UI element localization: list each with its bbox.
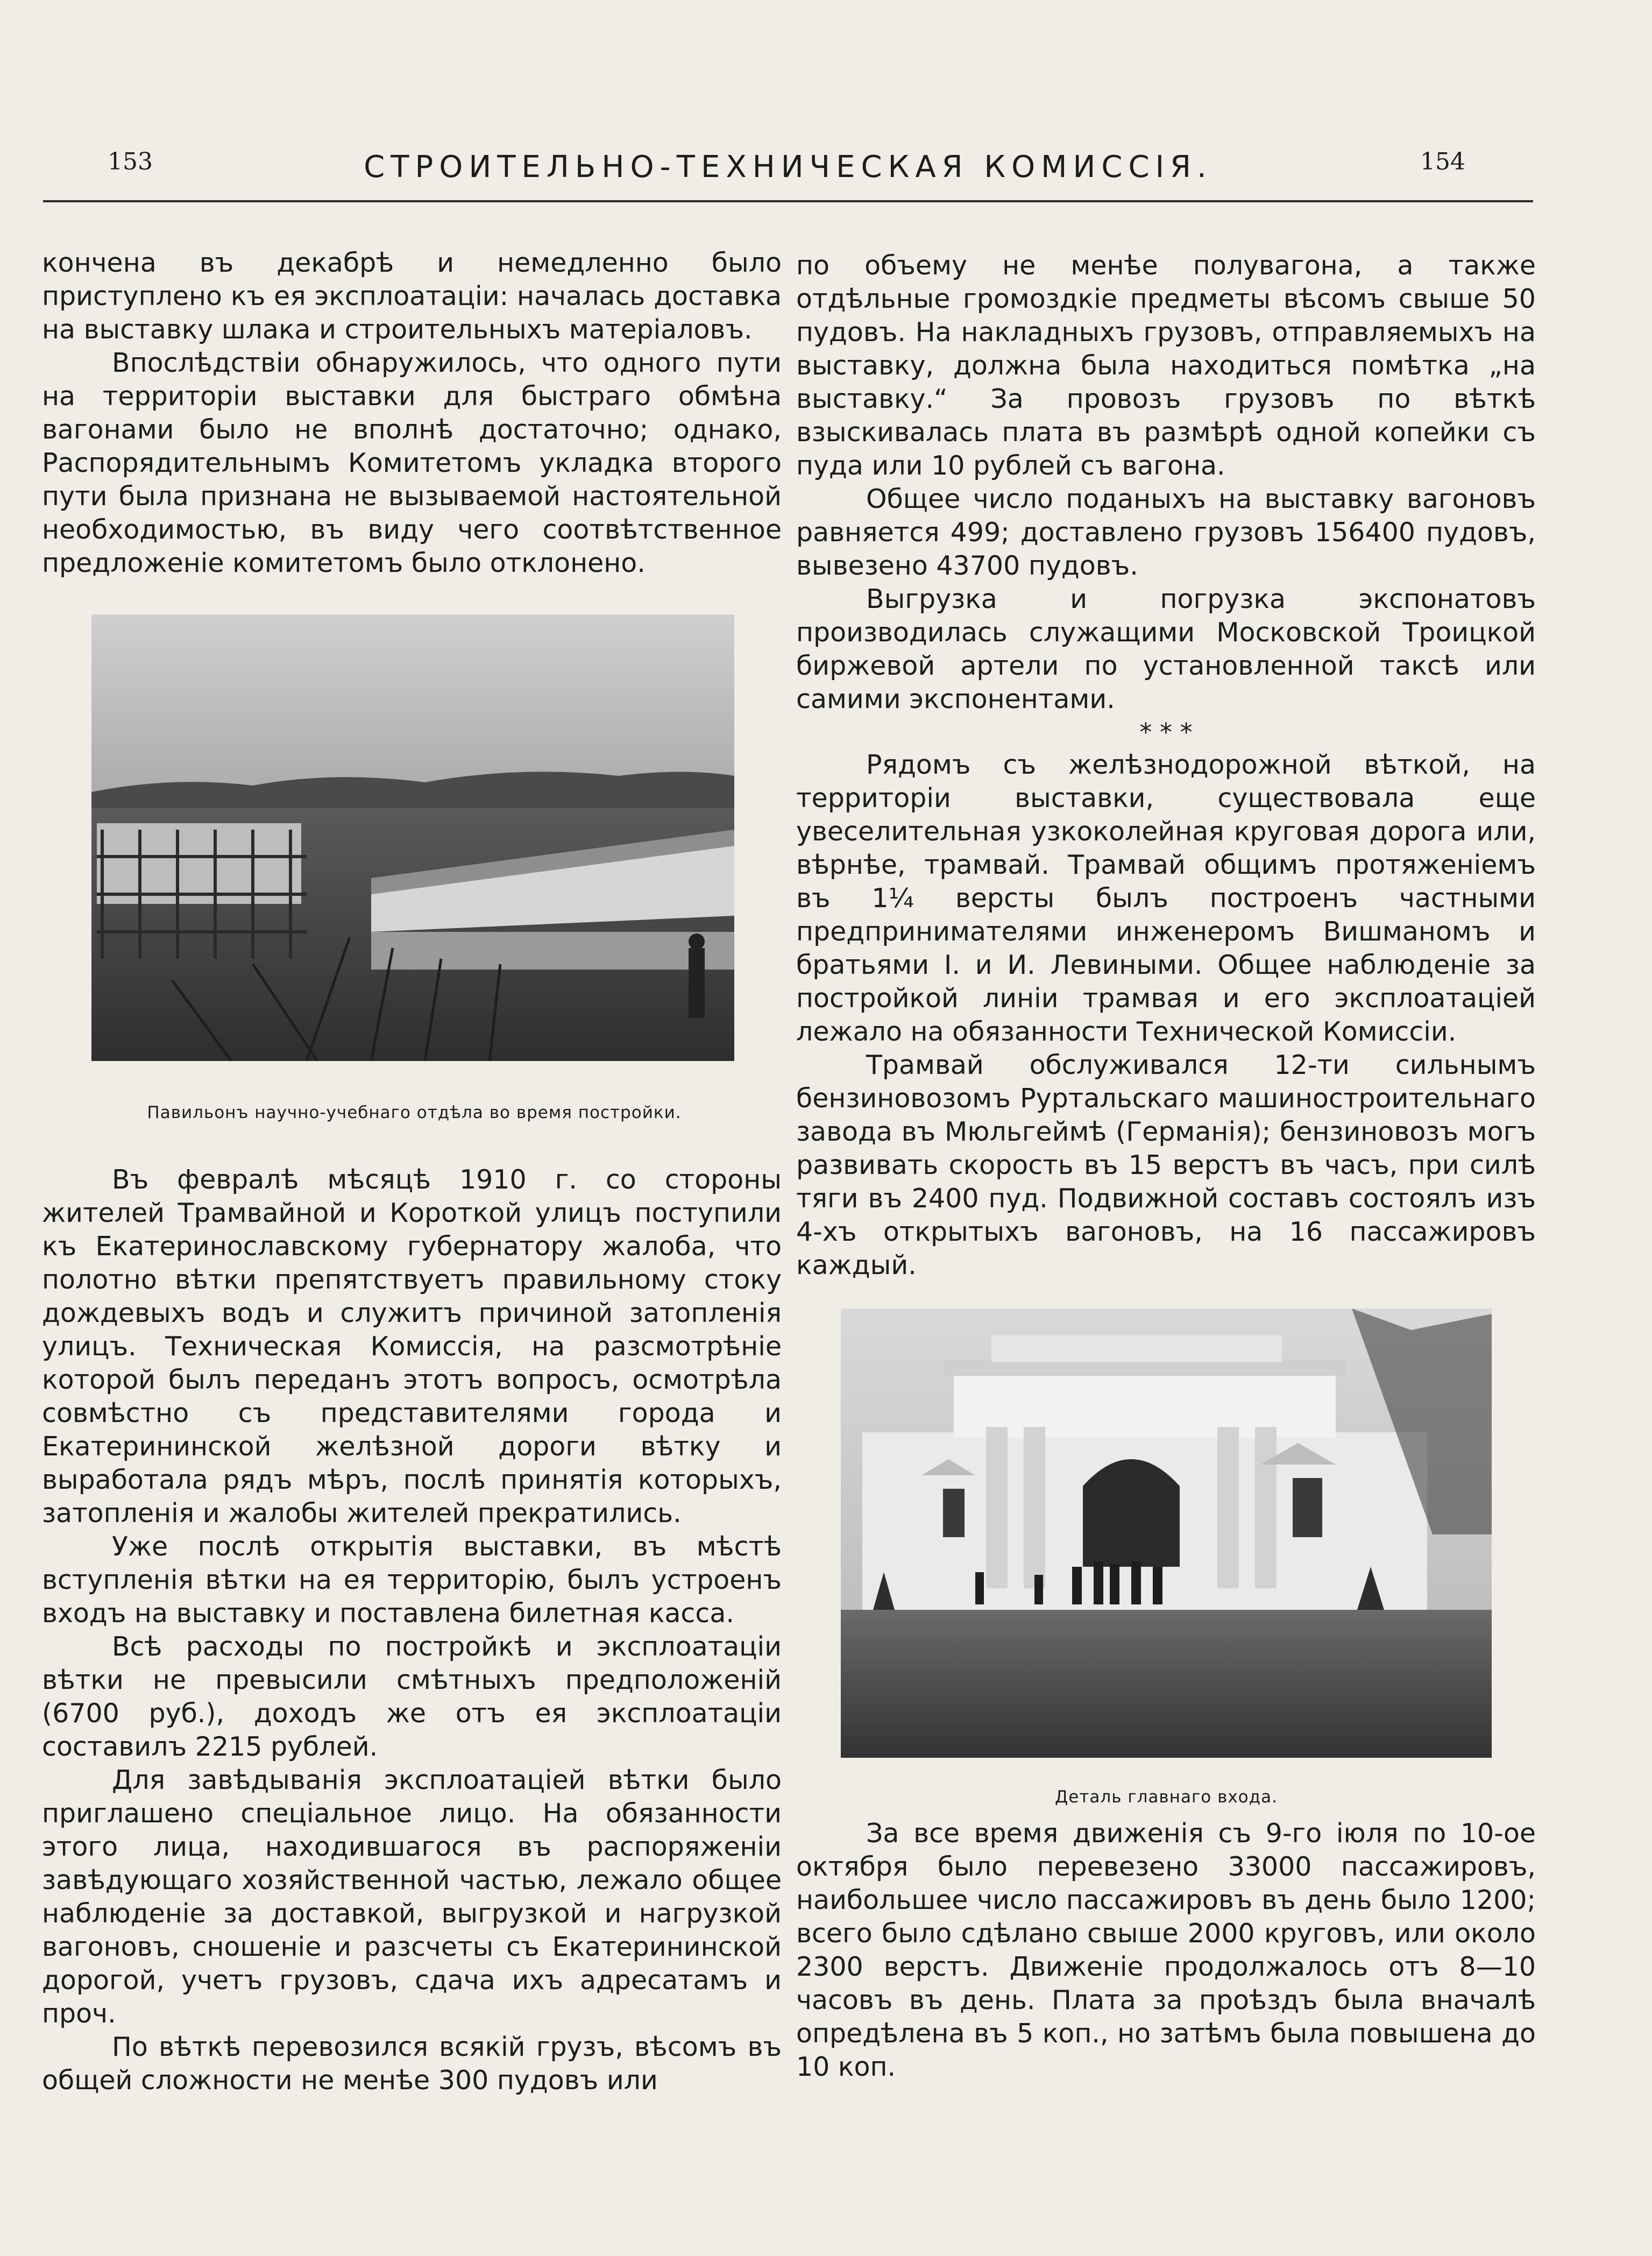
- paragraph: Впослѣдствіи обнаружилось, что одного пути на территоріи выставки для быстраго обмѣна вагонами было не вполнѣ достаточно; однако, Распорядительнымъ Комитетомъ укладка второго пути была признана не вызываемой настоятельной необходимостью, въ виду чего соотвѣтственное предложеніе комитетомъ было отклонено.: [42, 348, 782, 578]
- figure-caption: Деталь главнаго входа.: [1055, 1787, 1278, 1807]
- paragraph: Трамвай обслуживался 12-ти сильнымъ бензиновозомъ Руртальскаго машиностроительнаго завода въ Мюльгеймѣ (Германія); бензиновозъ могъ развивать скорость въ 15 верстъ въ часъ, при силѣ тяги въ 2400 пуд. Подвижной составъ состоялъ изъ 4-хъ открытыхъ вагоновъ, на 16 пассажировъ каждый.: [796, 1050, 1536, 1281]
- paragraph: по объему не менѣе полувагона, а также отдѣльные громоздкіе предметы вѣсомъ свыше 50 пудовъ. На накладныхъ грузовъ, отправляемыхъ на выставку, должна была находиться помѣтка „на выставку.“ За провозъ грузовъ по вѣткѣ взыскивалась плата въ размѣрѣ одной копейки съ пуда или 10 рублей съ вагона.: [796, 250, 1536, 481]
- paragraph: По вѣткѣ перевозился всякій грузъ, вѣсомъ въ общей сложности не менѣе 300 пудовъ или: [42, 2032, 782, 2096]
- left-column-bottom: [42, 1163, 782, 2097]
- figure-caption: Павильонъ научно-учебнаго отдѣла во время постройки.: [147, 1103, 682, 1122]
- paragraph: Въ февралѣ мѣсяцѣ 1910 г. со стороны жителей Трамвайной и Короткой улицъ поступили къ Екатеринославскому губернатору жалоба, что полотно вѣтки препятствуетъ правильному стоку дождевыхъ водъ и служитъ причиной затопленія улицъ. Техническая Комиссія, на разсмотрѣніе которой былъ переданъ этотъ вопросъ, осмотрѣла совмѣстно съ представителями города и Екатерининской желѣзной дороги вѣтку и выработала рядъ мѣръ, послѣ принятія которыхъ, затопленія и жалобы жителей прекратились.: [42, 1164, 782, 1529]
- paragraph: За все время движенія съ 9-го іюля по 10-ое октября было перевезено 33000 пассажировъ, наибольшее число пассажировъ въ день было 1200; всего было сдѣлано свыше 2000 круговъ, или около 2300 верстъ. Движеніе продолжалось отъ 8—10 часовъ въ день. Плата за проѣздъ была вначалѣ опредѣлена въ 5 коп., но затѣмъ была повышена до 10 коп.: [796, 1818, 1536, 2082]
- right-column-bottom: [796, 1817, 1536, 2084]
- photo-pavilion-construction: [91, 614, 734, 1061]
- paragraph: Всѣ расходы по постройкѣ и эксплоатаціи вѣтки не превысили смѣтныхъ предположеній (6700 руб.), доходъ же отъ ея эксплоатаціи составилъ 2215 рублей.: [42, 1631, 782, 1762]
- paragraph: Уже послѣ открытія выставки, въ мѣстѣ вступленія вѣтки на ея территорію, былъ устроенъ входъ на выставку и поставлена билетная касса.: [42, 1531, 782, 1629]
- paragraph: Общее число поданыхъ на выставку вагоновъ равняется 499; доставлено грузовъ 156400 пудовъ, вывезено 43700 пудовъ.: [796, 484, 1536, 581]
- paragraph: Рядомъ съ желѣзнодорожной вѣткой, на территоріи выставки, существовала еще увеселительная узкоколейная круговая дорога или, вѣрнѣе, трамвай. Трамвай общимъ протяженіемъ въ 1¼ версты былъ построенъ частными предпринимателями инженеромъ Вишманомъ и братьями І. и И. Левиными. Общее наблюденіе за постройкой линіи трамвая и его эксплоатаціей лежало на обязанности Технической Комиссіи.: [796, 749, 1536, 1047]
- paragraph: кончена въ декабрѣ и немедленно было приступлено къ ея эксплоатаціи: началась доставка на выставку шлака и строительныхъ матеріаловъ.: [42, 247, 782, 345]
- running-title: СТРОИТЕЛЬНО-ТЕХНИЧЕСКАЯ КОМИССІЯ.: [364, 150, 1213, 185]
- section-separator: * * *: [1139, 718, 1193, 747]
- left-column-top: [42, 246, 782, 580]
- paragraph: Выгрузка и погрузка экспонатовъ производилась служащими Московской Троицкой биржевой артели по установленной таксѣ или самими экспонентами.: [796, 584, 1536, 715]
- paragraph: Для завѣдыванія эксплоатаціей вѣтки было приглашено спеціальное лицо. На обязанности этого лица, находившагося въ распоряженіи завѣдующаго хозяйственной частью, лежало общее наблюденіе за доставкой, выгрузкой и нагрузкой вагоновъ, сношеніе и разсчеты съ Екатерининской дорогой, учетъ грузовъ, сдача ихъ адресатамъ и проч.: [42, 1765, 782, 2029]
- right-column-top: [796, 249, 1536, 1282]
- header-rule: [43, 200, 1533, 202]
- page-number-right: 154: [1420, 148, 1465, 175]
- page-number-left: 153: [108, 148, 153, 175]
- photo-main-entrance: [841, 1309, 1492, 1758]
